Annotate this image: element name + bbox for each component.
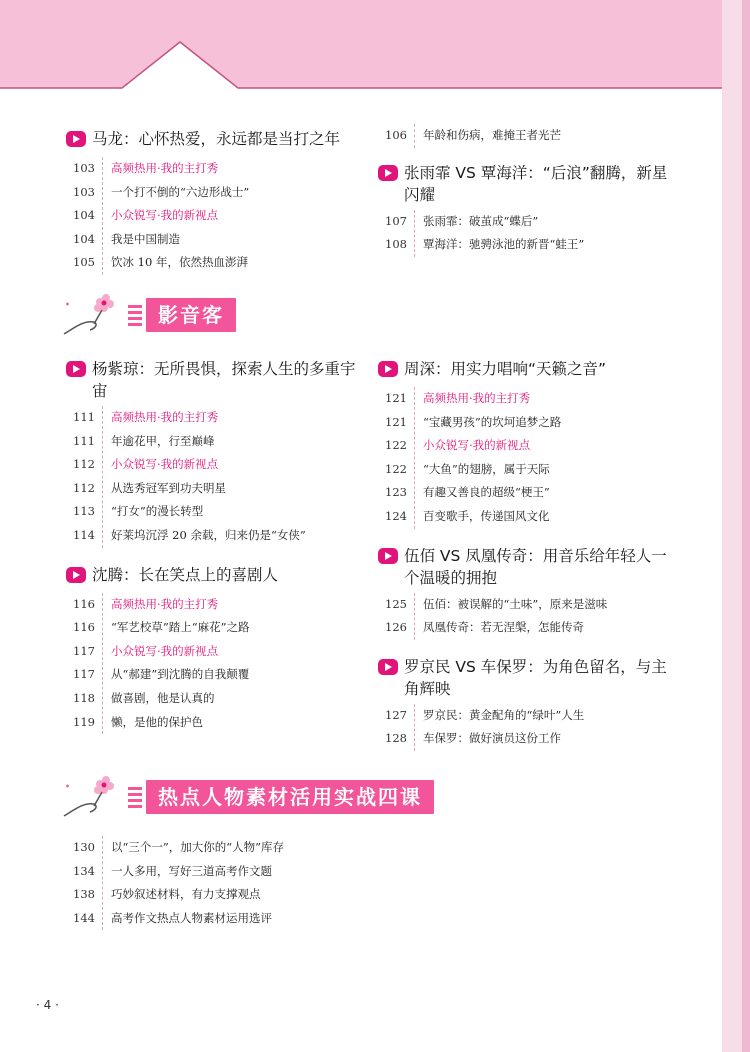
entry-text: 小众锐写·我的新视点 xyxy=(111,457,219,472)
play-bullet-icon xyxy=(66,131,86,153)
toc-entry[interactable] xyxy=(73,711,366,735)
left-column-top xyxy=(66,128,366,275)
page-number: 122 xyxy=(385,438,407,453)
entry-text: 小众锐写·我的新视点 xyxy=(111,208,219,223)
right-edge-strip xyxy=(722,0,750,1052)
page-number: 118 xyxy=(73,690,95,705)
section-banner-1 xyxy=(54,290,236,340)
page-number: 112 xyxy=(73,480,95,495)
toc-entry[interactable] xyxy=(73,860,366,884)
page-number: 111 xyxy=(73,410,95,424)
section-title-text: 马龙：心怀热爱，永远都是当打之年 xyxy=(92,130,341,148)
section-title xyxy=(378,162,678,206)
bottom-list xyxy=(66,836,366,930)
banner-label: 影音客 xyxy=(146,298,236,332)
section-title-text: 张雨霏 VS 覃海洋：“后浪”翻腾，新星闪耀 xyxy=(404,163,668,204)
page-number: 144 xyxy=(73,910,95,925)
section-title xyxy=(66,358,366,402)
entry-text: 罗京民：黄金配角的“绿叶”人生 xyxy=(423,707,585,722)
toc-entry[interactable] xyxy=(73,836,366,860)
page-number: 122 xyxy=(385,461,407,476)
page-number: 124 xyxy=(385,508,407,523)
toc-entry[interactable] xyxy=(385,704,678,728)
section-title-text: 杨紫琼：无所畏惧，探索人生的多重宇宙 xyxy=(92,360,356,400)
toc-entry[interactable] xyxy=(385,593,678,617)
play-bullet-icon xyxy=(66,361,86,383)
toc-entry[interactable] xyxy=(385,387,678,411)
play-bullet-icon xyxy=(378,548,398,570)
section-title xyxy=(378,358,678,383)
page-number: 103 xyxy=(73,161,95,175)
page-number: 127 xyxy=(385,707,407,722)
page-number: 105 xyxy=(73,255,95,270)
page-number: 106 xyxy=(385,128,407,142)
section-title-text: 周深：用实力唱响“天籁之音” xyxy=(404,360,607,378)
toc-entry-list xyxy=(73,157,366,275)
page-number: 111 xyxy=(73,433,95,448)
section-title xyxy=(378,545,678,589)
section-title-text: 沈腾：长在笑点上的喜剧人 xyxy=(92,565,279,584)
entry-text: 懒，是他的保护色 xyxy=(111,714,203,729)
play-bullet-icon xyxy=(378,659,398,681)
page-number: 104 xyxy=(73,208,95,223)
entry-text: 一个打不倒的“六边形战士” xyxy=(111,184,250,199)
section-banner-2 xyxy=(54,772,434,822)
page-number: 107 xyxy=(385,213,407,228)
entry-text: 小众锐写·我的新视点 xyxy=(111,643,219,658)
header-roof-band xyxy=(0,0,750,95)
page-number: 130 xyxy=(73,840,95,854)
flower-hand-icon xyxy=(54,772,124,822)
entry-text: “打女”的漫长转型 xyxy=(111,504,204,519)
page-number: 117 xyxy=(73,667,95,682)
entry-text: 做喜剧，他是认真的 xyxy=(111,690,215,705)
toc-entry[interactable] xyxy=(385,616,678,640)
page-number: 138 xyxy=(73,887,95,902)
entry-text: 年逾花甲，行至巅峰 xyxy=(111,433,215,448)
entry-text: 一人多用，写好三道高考作文题 xyxy=(111,863,272,878)
toc-entry[interactable] xyxy=(73,907,366,931)
toc-entry-list xyxy=(385,210,678,257)
entry-text: 伍佰：被误解的“土味”，原来是滋味 xyxy=(423,596,608,611)
entry-text: 我是中国制造 xyxy=(111,231,180,246)
entry-text: 以“三个一”，加大你的“人物”库存 xyxy=(111,840,285,854)
page-number: 134 xyxy=(73,863,95,878)
entry-text: 高考作文热点人物素材运用选评 xyxy=(111,910,272,925)
right-column-top xyxy=(378,124,678,257)
entry-text: 高频热用·我的主打秀 xyxy=(111,596,219,611)
entry-text: 百变歌手，传递国风文化 xyxy=(423,508,550,523)
toc-entry[interactable] xyxy=(73,157,366,181)
entry-text: 高频热用·我的主打秀 xyxy=(111,410,219,424)
section-title-text: 罗京民 VS 车保罗：为角色留名，与主角辉映 xyxy=(404,657,667,698)
page-number: 103 xyxy=(73,184,95,199)
entry-text: 高频热用·我的主打秀 xyxy=(111,161,219,175)
page-number: 116 xyxy=(73,620,95,635)
page-number: 121 xyxy=(385,391,407,405)
toc-entry-list xyxy=(385,593,678,640)
entry-text: 高频热用·我的主打秀 xyxy=(423,391,531,405)
page-number: 123 xyxy=(385,485,407,500)
entry-text: 从“郝建”到沈腾的自我颠覆 xyxy=(111,667,250,682)
right-column-middle xyxy=(378,358,678,751)
entry-text: 小众锐写·我的新视点 xyxy=(423,438,531,453)
toc-entry-list xyxy=(73,593,366,735)
toc-entry[interactable] xyxy=(385,481,678,505)
toc-entry[interactable] xyxy=(385,233,678,257)
page-number: 125 xyxy=(385,596,407,611)
toc-entry[interactable] xyxy=(385,434,678,458)
toc-entry-list xyxy=(73,406,366,548)
entry-text: 从选秀冠军到功夫明星 xyxy=(111,480,226,495)
entry-text: 有趣又善良的超级“梗王” xyxy=(423,485,550,500)
toc-entry[interactable] xyxy=(73,500,366,524)
toc-entry[interactable] xyxy=(73,593,366,617)
toc-entry[interactable] xyxy=(385,124,678,148)
toc-entry[interactable] xyxy=(73,477,366,501)
toc-entry[interactable] xyxy=(385,210,678,234)
toc-entry[interactable] xyxy=(73,640,366,664)
toc-entry-list xyxy=(385,387,678,529)
page-number: 126 xyxy=(385,620,407,635)
toc-entry[interactable] xyxy=(73,181,366,205)
toc-entry[interactable] xyxy=(73,883,366,907)
entry-text: 覃海洋：驰骋泳池的新晋“蛙王” xyxy=(423,237,585,252)
banner-stripes xyxy=(128,305,142,326)
toc-entry[interactable] xyxy=(73,687,366,711)
page-number: 121 xyxy=(385,414,407,429)
section-title xyxy=(66,564,366,589)
entry-text: 凤凰传奇：若无涅槃，怎能传奇 xyxy=(423,620,584,635)
page-number: 119 xyxy=(73,714,95,729)
page-number: 108 xyxy=(385,237,407,252)
toc-entry[interactable] xyxy=(73,524,366,548)
entry-text: 车保罗：做好演员这份工作 xyxy=(423,731,561,746)
toc-entry-list xyxy=(73,836,366,930)
toc-entry[interactable] xyxy=(73,228,366,252)
toc-entry[interactable] xyxy=(73,430,366,454)
section-title-text: 伍佰 VS 凤凰传奇：用音乐给年轻人一个温暖的拥抱 xyxy=(404,546,667,587)
play-bullet-icon xyxy=(378,361,398,383)
page-number: 114 xyxy=(73,527,95,542)
play-bullet-icon xyxy=(378,165,398,187)
section-title xyxy=(66,128,366,153)
toc-entry[interactable] xyxy=(73,616,366,640)
page-number: 128 xyxy=(385,731,407,746)
toc-entry[interactable] xyxy=(385,458,678,482)
play-bullet-icon xyxy=(66,567,86,589)
page-number: 104 xyxy=(73,231,95,246)
flower-hand-icon xyxy=(54,290,124,340)
toc-entry-list xyxy=(385,124,678,148)
page-number-footer: · 4 · xyxy=(36,998,59,1012)
toc-entry[interactable] xyxy=(385,727,678,751)
toc-entry[interactable] xyxy=(385,505,678,529)
page-number: 116 xyxy=(73,596,95,611)
page-number: 113 xyxy=(73,504,95,519)
page-number: 112 xyxy=(73,457,95,472)
banner-stripes xyxy=(128,787,142,808)
toc-entry[interactable] xyxy=(73,251,366,275)
entry-text: “军艺校草”踏上“麻花”之路 xyxy=(111,620,250,635)
toc-entry-list xyxy=(385,704,678,751)
left-column-middle xyxy=(66,358,366,734)
entry-text: 好莱坞沉浮 20 余载，归来仍是“女侠” xyxy=(111,527,306,542)
toc-entry[interactable] xyxy=(73,453,366,477)
toc-entry[interactable] xyxy=(385,411,678,435)
toc-entry[interactable] xyxy=(73,663,366,687)
section-title xyxy=(378,656,678,700)
entry-text: 饮冰 10 年，依然热血澎湃 xyxy=(111,255,248,270)
entry-text: “大鱼”的翅膀，属于天际 xyxy=(423,461,550,476)
toc-entry[interactable] xyxy=(73,406,366,430)
toc-entry[interactable] xyxy=(73,204,366,228)
banner-label: 热点人物素材活用实战四课 xyxy=(146,780,434,814)
entry-text: 张雨霏：破茧成“蝶后” xyxy=(423,213,539,228)
entry-text: 巧妙叙述材料，有力支撑观点 xyxy=(111,887,261,902)
page-number: 117 xyxy=(73,643,95,658)
entry-text: “宝藏男孩”的坎坷追梦之路 xyxy=(423,414,562,429)
entry-text: 年龄和伤病，难掩王者光芒 xyxy=(423,128,561,142)
